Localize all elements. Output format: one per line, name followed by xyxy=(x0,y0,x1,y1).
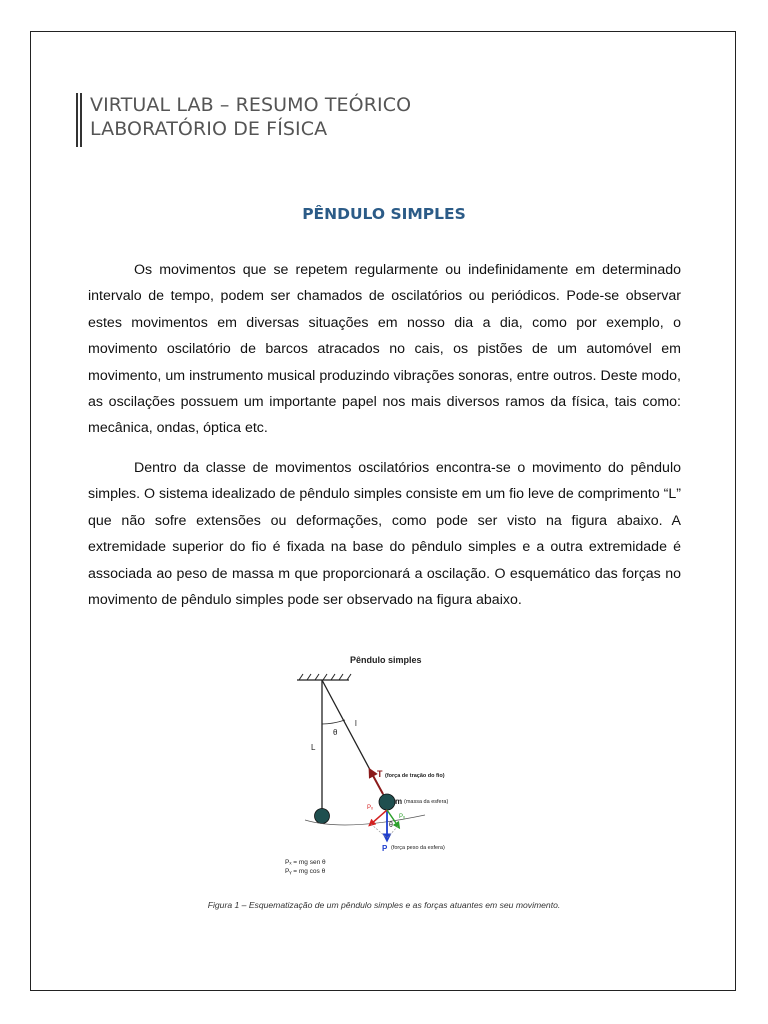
rest-bob xyxy=(315,809,330,824)
paragraph-2: Dentro da classe de movimentos oscilatórios encontra-se o movimento do pêndulo simples. O sistema idealizado de pêndulo simples consiste em um fio leve de comprimento “L” que não sofre extensões ou deformações, como pode ser visto na figura abaixo. A extremidade superior do fio é fixada na base do pêndulo simples e a outra extremidade é associada ao peso de massa m que proporcionará a oscilação. O esquemático das forças no movimento de pêndulo simples pode ser observado na figura abaixo. xyxy=(88,460,681,609)
py-label: Pᵧ xyxy=(399,814,405,820)
string-length-label: l xyxy=(355,719,357,728)
equation-py: Pᵧ = mg cos θ xyxy=(285,868,326,875)
pendulum-diagram xyxy=(285,650,485,882)
header-accent-bar xyxy=(76,93,82,147)
component-guide-1 xyxy=(371,824,387,838)
equation-px: Pₓ = mg sen θ xyxy=(285,859,326,866)
pendulum-figure xyxy=(285,650,485,882)
paragraph-1: Os movimentos que se repetem regularmente ou indefinidamente em determinado intervalo de tempo, podem ser chamados de oscilatórios ou periódicos. Pode-se observar estes movimentos em diversas situações em nosso dia a dia, como por exemplo, o movimento oscilatório de barcos atracados no cais, os pistões de um automóvel em movimento, um instrumento musical produzindo vibrações sonoras, entre outros. Deste modo, as oscilações possuem um importante papel nos mais diversos ramos da física, tais como: mecânica, ondas, óptica etc. xyxy=(88,262,681,437)
tension-label: T xyxy=(377,769,383,779)
page-title: PÊNDULO SIMPLES xyxy=(302,205,466,223)
rest-length-label: L xyxy=(311,743,316,752)
theta-label-bob: θ xyxy=(389,822,393,829)
theta-label-top: θ xyxy=(333,728,338,737)
ceiling-support xyxy=(297,674,351,680)
header-line-1: VIRTUAL LAB – RESUMO TEÓRICO xyxy=(90,94,412,116)
figure-title: Pêndulo simples xyxy=(350,655,422,665)
weight-desc: (força peso da esfera) xyxy=(391,845,445,851)
weight-label: P xyxy=(382,844,388,853)
px-label: Pₓ xyxy=(367,805,373,811)
angle-arc xyxy=(322,720,345,724)
mass-desc: (massa da esfera) xyxy=(404,799,449,805)
figure-caption: Figura 1 – Esquematização de um pêndulo simples e as forças atuantes em seu movimento. xyxy=(207,900,561,910)
displaced-bob xyxy=(379,794,395,810)
header-line-2: LABORATÓRIO DE FÍSICA xyxy=(90,118,328,140)
tension-desc: (força de tração do fio) xyxy=(385,773,445,779)
mass-label: m xyxy=(395,797,403,806)
